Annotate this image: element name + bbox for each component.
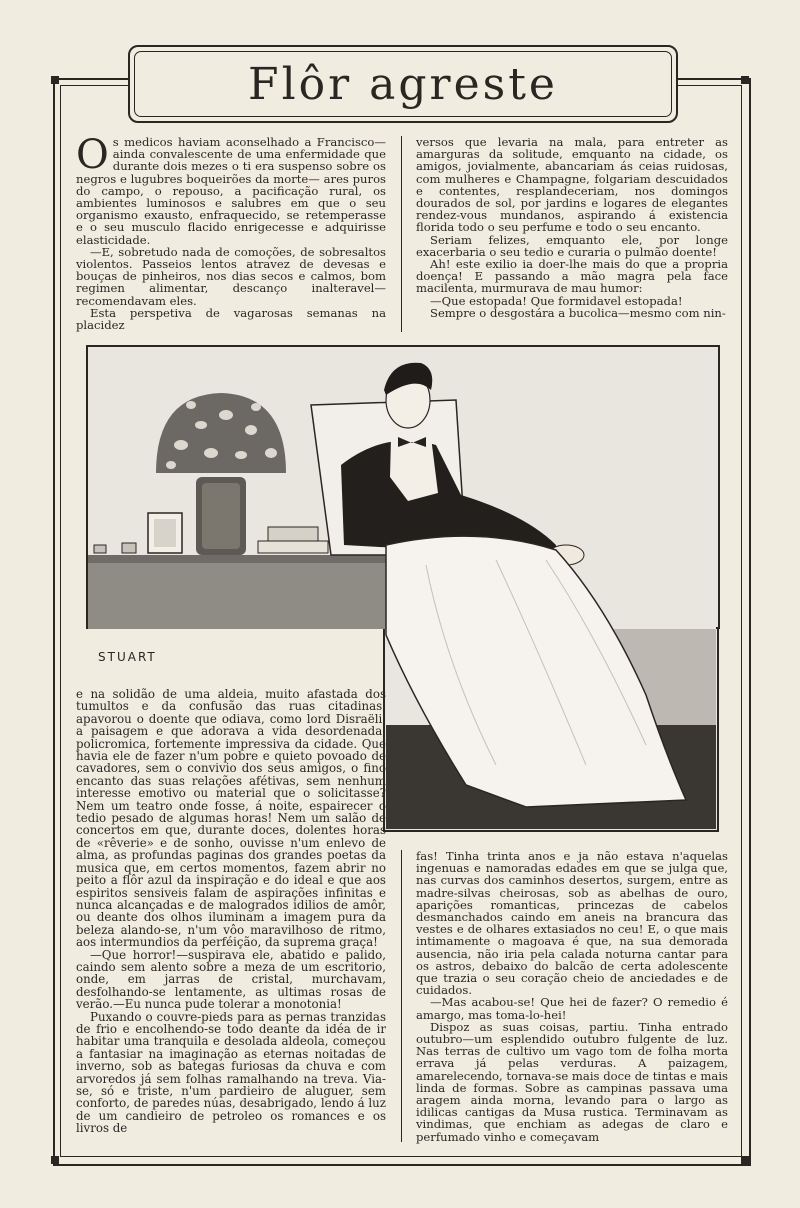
border-corner <box>51 1156 59 1164</box>
column-top-right <box>416 136 728 332</box>
column-bottom-left <box>76 688 386 1143</box>
column-bottom-right <box>416 850 728 1145</box>
paragraph: versos que levaria na mala, para entreter as amarguras da solitude, emquanto na cidade, os amigos, jovialmente, abancariam ás ceias ruidosas, com mulheres e Champagne, folgariam descuidados e contentes, resplandeceriam, nos domingos dourados de sol, por jardins e logares de elegantes rendez-vous mundanos, aspirando á existencia florida todo o seu perfume e todo o seu encanto. <box>416 135 728 235</box>
article-title: Flôr agreste <box>248 58 558 110</box>
paragraph <box>76 132 386 247</box>
border-corner <box>51 76 59 84</box>
paragraph: —Que estopada! Que formidavel estopada! <box>430 293 683 308</box>
title-cartouche <box>128 45 678 123</box>
column-rule <box>401 136 402 332</box>
paragraph: Dispoz as suas coisas, partiu. Tinha entrado outubro—um esplendido outubro fulgente de luz. Nas terras de cultivo um vago tom de folha morta errava já pelas verduras. A paizagem, amarelecendo, tornava-se mais doce de tintas e mais linda de formas. Sobre as campinas passava uma aragem ainda morna, levando para o largo as idilicas cantigas da Musa rustica. Terminavam as vindimas, que enchiam as adegas de claro e perfumado vinho e começavam <box>416 1019 728 1144</box>
border-corner <box>741 1156 749 1164</box>
drop-cap: O <box>76 132 109 178</box>
paragraph-text: s medicos haviam aconselhado a Francisco—ainda convalescente de uma enfermidade que durante dois mezes o ti era suspenso sobre os negros e lugubres boqueirões da morte— ares puros do campo, o repouso, a pacificação rural, os ambientes luminosos e salubres em que o seu organismo exausto, enfraquecido, se retemperasse e o seu musculo flacido enrigecesse e adquirisse elasticidade. <box>76 135 386 247</box>
column-top-left <box>76 132 386 333</box>
paragraph: Sempre o desgostára a bucolica—mesmo com nin- <box>430 305 726 320</box>
paragraph: e na solidão de uma aldeia, muito afastada dos tumultos e da confusão das ruas citadinas, apavorou o doente que odiava, como lord Disraëli, a paisagem e que adorava a vida desordenada, policromica, fortemente impressiva da cidade. Que havia ele de fazer n'um pobre e quieto povoado de cavadores, sem o convivio dos seus amigos, o fino encanto das suas relações afétivas, sem nenhum interesse emotivo ou material que o solicitasse? Nem um teatro onde fosse, á noite, espairecer o tedio pesado de algumas horas! Nem um salão de concertos em que, durante doces, dolentes horas de «rêverie» e de sonho, ouvisse n'um enlevo de alma, as profundas paginas dos grandes poetas da musica que, em certos momentos, fazem abrir no peito a flôr azul da inspiração e do ideal e que aos espiritos sensiveis falam de aspirações infinitas e nunca alcançadas e de malogrados idilios de amôr, ou deante dos olhos iluminam a imagem pura da beleza alando-se, n'um vôo maravilhoso de ritmo, aos intermundios da perféição, da suprema graça! <box>76 687 386 950</box>
paragraph: —E, sobretudo nada de comoções, de sobresaltos violentos. Passeios lentos atravez de devesas e bouças de pinheiros, nos dias secos e calmos, bom regimen alimentar, descanço inalteravel—recomendavam eles. <box>76 244 386 308</box>
artist-signature: STUART <box>98 650 157 664</box>
border-corner <box>741 76 749 84</box>
paragraph: Seriam felizes, emquanto ele, por longe exacerbaria o seu tedio e curaria o pulmão doente! <box>416 232 728 259</box>
paragraph: Ah! este exilio ia doer-lhe mais do que a propria doença! E passando a mão magra pela face macilenta, murmurava de mau humor: <box>416 257 728 296</box>
paragraph: Puxando o couvre-pieds para as pernas tranzidas de frio e encolhendo-se todo deante da idéa de ir habitar uma tranquila e desolada aldeola, começou a fantasiar na imaginação as eternas noitadas de inverno, sob as bategas furiosas da chuva e com arvoredos já sem folhas ramalhando na treva. Via-se, só e triste, n'um pardieiro de aluguer, sem conforto, de paredes núas, desabrigado, lendo á luz de um candieiro de petroleo os romances e os livros de <box>76 1009 386 1136</box>
paragraph: fas! Tinha trinta anos e ja não estava n'aquelas ingenuas e namoradas edades em que se julga que, nas curvas dos caminhos desertos, surgem, entre as madre-silvas cheirosas, sob as abelhas de ouro, aparições romanticas, princezas de cabelos desmanchados caindo em aneis na brancura das vestes e de olhares extasiados no ceu! E, o que mais intimamente o magoava é que, na sua demorada ausencia, não iria pela calada noturna cantar para os astros, debaixo do balcão de certa adolescente que trazia o seu coração cheio de anciedades e de cuidados. <box>416 849 728 998</box>
paragraph: Esta perspetiva de vagarosas semanas na placidez <box>76 305 386 333</box>
paragraph: —Mas acabou-se! Que hei de fazer? O remedio é amargo, mas toma-lo-hei! <box>416 995 728 1022</box>
column-rule <box>401 850 402 1142</box>
paragraph: —Que horror!—suspirava ele, abatido e palido, caindo sem alento sobre a meza de um escritorio, onde, em jarras de cristal, murchavam, desfolhando-se lentamente, as ultimas rosas de verão.—Eu nunca pude tolerar a monotonia! <box>76 947 386 1012</box>
